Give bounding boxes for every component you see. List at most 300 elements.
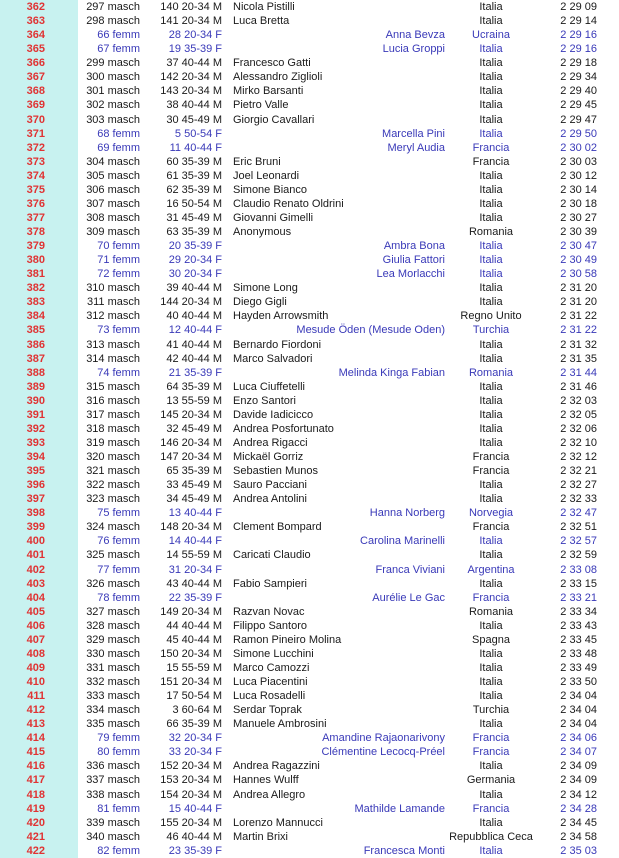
overall-position: 371 xyxy=(0,127,78,141)
age-group-rank: 23 35-39 F xyxy=(168,844,222,857)
age-group-rank: 22 35-39 F xyxy=(168,591,222,604)
country: Turchia xyxy=(472,704,510,717)
country: Italia xyxy=(479,268,503,281)
age-group-rank: 21 35-39 F xyxy=(168,366,222,379)
overall-position: 363 xyxy=(0,14,78,28)
overall-position: 420 xyxy=(0,816,78,830)
country: Ucraina xyxy=(472,29,510,42)
finish-time: 2 31 22 xyxy=(560,324,597,337)
table-row xyxy=(0,352,619,366)
athlete-name: Lucia Groppi xyxy=(382,43,445,56)
overall-position: 400 xyxy=(0,534,78,548)
gender-category-rank: 319 masch xyxy=(86,436,140,449)
country: Francia xyxy=(472,451,510,463)
overall-position: 416 xyxy=(0,759,78,773)
country: Francia xyxy=(472,732,510,745)
gender-category-rank: 82 femm xyxy=(97,844,140,857)
athlete-name: Sebastien Munos xyxy=(233,465,318,478)
country: Turchia xyxy=(472,324,510,337)
finish-time: 2 31 32 xyxy=(560,338,597,351)
table-row xyxy=(0,605,619,619)
overall-position: 409 xyxy=(0,661,78,675)
gender-category-rank: 315 masch xyxy=(86,380,140,393)
country: Francia xyxy=(472,465,510,478)
gender-category-rank: 79 femm xyxy=(97,732,140,745)
athlete-name: Serdar Toprak xyxy=(233,704,302,717)
finish-time: 2 33 50 xyxy=(560,676,597,688)
table-row xyxy=(0,759,619,773)
overall-position: 372 xyxy=(0,141,78,155)
finish-time: 2 29 34 xyxy=(560,71,597,84)
overall-position: 407 xyxy=(0,633,78,647)
country: Romania xyxy=(468,605,514,618)
finish-time: 2 32 03 xyxy=(560,394,597,407)
table-row xyxy=(0,830,619,844)
finish-time: 2 34 07 xyxy=(560,746,597,759)
finish-time: 2 32 47 xyxy=(560,507,597,520)
athlete-name: Francesco Gatti xyxy=(233,57,311,70)
table-row xyxy=(0,183,619,197)
gender-category-rank: 300 masch xyxy=(86,71,140,84)
country: Argentina xyxy=(467,563,515,576)
table-row xyxy=(0,464,619,478)
gender-category-rank: 69 femm xyxy=(97,141,140,154)
gender-category-rank: 309 masch xyxy=(86,226,140,238)
age-group-rank: 28 20-34 F xyxy=(168,29,222,42)
finish-time: 2 34 04 xyxy=(560,690,597,703)
athlete-name: Ramon Pineiro Molina xyxy=(233,633,342,646)
overall-position: 394 xyxy=(0,450,78,464)
country: Italia xyxy=(479,408,503,421)
age-group-rank: 155 20-34 M xyxy=(160,816,222,829)
age-group-rank: 11 40-44 F xyxy=(169,141,222,154)
country: Romania xyxy=(468,226,514,238)
gender-category-rank: 75 femm xyxy=(97,507,140,520)
finish-time: 2 30 03 xyxy=(560,155,597,168)
table-row xyxy=(0,84,619,98)
finish-time: 2 33 34 xyxy=(560,605,597,618)
finish-time: 2 31 20 xyxy=(560,282,597,295)
age-group-rank: 63 35-39 M xyxy=(166,226,222,238)
gender-category-rank: 67 femm xyxy=(97,43,140,56)
country: Italia xyxy=(479,619,503,632)
country: Francia xyxy=(472,521,510,534)
gender-category-rank: 321 masch xyxy=(86,465,140,478)
athlete-name: Fabio Sampieri xyxy=(233,577,307,590)
gender-category-rank: 310 masch xyxy=(86,282,140,295)
overall-position: 412 xyxy=(0,703,78,717)
overall-position: 413 xyxy=(0,717,78,731)
gender-category-rank: 306 masch xyxy=(86,183,140,196)
overall-position: 377 xyxy=(0,211,78,225)
overall-position: 391 xyxy=(0,408,78,422)
athlete-name: Hannes Wulff xyxy=(233,774,299,787)
overall-position: 375 xyxy=(0,183,78,197)
country: Italia xyxy=(479,577,503,590)
finish-time: 2 32 10 xyxy=(560,436,597,449)
finish-time: 2 33 08 xyxy=(560,563,597,576)
table-row xyxy=(0,127,619,141)
table-row xyxy=(0,802,619,816)
country: Romania xyxy=(468,366,514,379)
age-group-rank: 15 55-59 M xyxy=(166,661,222,674)
country: Italia xyxy=(479,493,503,506)
athlete-name: Marco Camozzi xyxy=(233,661,310,674)
gender-category-rank: 303 masch xyxy=(86,113,140,126)
gender-category-rank: 301 masch xyxy=(86,85,140,98)
age-group-rank: 17 50-54 M xyxy=(166,690,222,703)
gender-category-rank: 73 femm xyxy=(97,324,140,337)
athlete-name: Simone Long xyxy=(233,282,298,295)
table-row xyxy=(0,380,619,394)
finish-time: 2 33 21 xyxy=(560,591,597,604)
overall-position: 366 xyxy=(0,56,78,70)
table-row xyxy=(0,591,619,605)
overall-position: 414 xyxy=(0,731,78,745)
country: Italia xyxy=(479,535,503,548)
country: Italia xyxy=(479,254,503,267)
country: Italia xyxy=(479,296,503,309)
athlete-name: Marcella Pini xyxy=(382,127,445,140)
athlete-name: Ambra Bona xyxy=(383,240,445,253)
country: Italia xyxy=(479,816,503,829)
overall-position: 403 xyxy=(0,577,78,591)
athlete-name: Filippo Santoro xyxy=(233,619,307,632)
country: Italia xyxy=(479,690,503,703)
gender-category-rank: 66 femm xyxy=(97,29,140,42)
finish-time: 2 34 04 xyxy=(560,704,597,717)
table-row xyxy=(0,14,619,28)
age-group-rank: 143 20-34 M xyxy=(160,85,222,98)
table-row xyxy=(0,506,619,520)
age-group-rank: 42 40-44 M xyxy=(166,352,222,365)
athlete-name: Sauro Pacciani xyxy=(233,479,307,492)
age-group-rank: 37 40-44 M xyxy=(166,57,222,70)
finish-time: 2 31 22 xyxy=(560,310,597,323)
athlete-name: Marco Salvadori xyxy=(233,352,313,365)
country: Italia xyxy=(479,422,503,435)
table-row xyxy=(0,689,619,703)
athlete-name: Mesude Öden (Mesude Oden) xyxy=(296,324,445,337)
finish-time: 2 30 02 xyxy=(560,141,597,154)
gender-category-rank: 325 masch xyxy=(86,549,140,562)
gender-category-rank: 336 masch xyxy=(86,760,140,773)
overall-position: 368 xyxy=(0,84,78,98)
gender-category-rank: 340 masch xyxy=(86,830,140,843)
finish-time: 2 30 27 xyxy=(560,211,597,224)
gender-category-rank: 307 masch xyxy=(86,197,140,210)
gender-category-rank: 317 masch xyxy=(86,408,140,421)
table-row xyxy=(0,0,619,14)
gender-category-rank: 331 masch xyxy=(86,661,140,674)
table-row xyxy=(0,295,619,309)
table-row xyxy=(0,619,619,633)
age-group-rank: 33 45-49 M xyxy=(166,479,222,492)
athlete-name: Bernardo Fiordoni xyxy=(233,338,322,351)
finish-time: 2 31 46 xyxy=(560,380,597,393)
table-row xyxy=(0,788,619,802)
overall-position: 395 xyxy=(0,464,78,478)
age-group-rank: 5 50-54 F xyxy=(174,127,222,140)
gender-category-rank: 299 masch xyxy=(86,57,140,70)
country: Italia xyxy=(479,71,503,84)
finish-time: 2 32 21 xyxy=(560,465,597,478)
athlete-name: Simone Lucchini xyxy=(233,647,314,660)
athlete-name: Lorenzo Mannucci xyxy=(233,816,323,829)
country: Italia xyxy=(479,1,503,13)
country: Italia xyxy=(479,718,503,731)
gender-category-rank: 322 masch xyxy=(86,479,140,492)
age-group-rank: 31 45-49 M xyxy=(166,211,222,224)
age-group-rank: 32 45-49 M xyxy=(166,422,222,435)
table-row xyxy=(0,211,619,225)
country: Germania xyxy=(466,774,516,787)
age-group-rank: 153 20-34 M xyxy=(160,774,222,787)
country: Italia xyxy=(479,169,503,182)
overall-position: 404 xyxy=(0,591,78,605)
table-row xyxy=(0,28,619,42)
table-row xyxy=(0,42,619,56)
athlete-name: Melinda Kinga Fabian xyxy=(338,366,445,379)
athlete-name: Pietro Valle xyxy=(233,99,289,112)
athlete-name: Andrea Rigacci xyxy=(233,436,308,449)
age-group-rank: 148 20-34 M xyxy=(160,521,222,534)
finish-time: 2 33 45 xyxy=(560,633,597,646)
table-row xyxy=(0,577,619,591)
table-row xyxy=(0,450,619,464)
age-group-rank: 140 20-34 M xyxy=(160,1,222,13)
country: Italia xyxy=(479,788,503,801)
age-group-rank: 152 20-34 M xyxy=(160,760,222,773)
country: Repubblica Ceca xyxy=(449,830,533,843)
gender-category-rank: 304 masch xyxy=(86,155,140,168)
age-group-rank: 12 40-44 F xyxy=(168,324,222,337)
gender-category-rank: 328 masch xyxy=(86,619,140,632)
overall-position: 422 xyxy=(0,844,78,858)
finish-time: 2 29 09 xyxy=(560,1,597,13)
age-group-rank: 62 35-39 M xyxy=(166,183,222,196)
athlete-name: Andrea Posfortunato xyxy=(233,422,334,435)
finish-time: 2 32 33 xyxy=(560,493,597,506)
country: Italia xyxy=(479,760,503,773)
finish-time: 2 29 14 xyxy=(560,15,597,28)
athlete-name: Aurélie Le Gac xyxy=(372,591,445,604)
overall-position: 410 xyxy=(0,675,78,689)
country: Francia xyxy=(472,141,510,154)
age-group-rank: 14 55-59 M xyxy=(166,549,222,562)
gender-category-rank: 81 femm xyxy=(97,802,140,815)
overall-position: 379 xyxy=(0,239,78,253)
table-row xyxy=(0,661,619,675)
overall-position: 399 xyxy=(0,520,78,534)
athlete-name: Mirko Barsanti xyxy=(233,85,304,98)
athlete-name: Hanna Norberg xyxy=(369,507,445,520)
overall-position: 384 xyxy=(0,309,78,323)
table-row xyxy=(0,548,619,562)
finish-time: 2 33 15 xyxy=(560,577,597,590)
overall-position: 369 xyxy=(0,98,78,112)
table-row xyxy=(0,98,619,112)
overall-position: 397 xyxy=(0,492,78,506)
athlete-name: Luca Rosadelli xyxy=(233,690,306,703)
athlete-name: Franca Viviani xyxy=(375,563,445,576)
finish-time: 2 34 09 xyxy=(560,774,597,787)
finish-time: 2 34 58 xyxy=(560,830,597,843)
overall-position: 387 xyxy=(0,352,78,366)
overall-position: 373 xyxy=(0,155,78,169)
overall-position: 388 xyxy=(0,366,78,380)
table-row xyxy=(0,745,619,759)
table-row xyxy=(0,394,619,408)
overall-position: 392 xyxy=(0,422,78,436)
athlete-name: Andrea Allegro xyxy=(233,788,306,801)
table-row xyxy=(0,492,619,506)
finish-time: 2 30 47 xyxy=(560,240,597,253)
finish-time: 2 30 49 xyxy=(560,254,597,267)
athlete-name: Amandine Rajaonarivony xyxy=(322,732,445,745)
athlete-name: Nicola Pistilli xyxy=(233,1,295,13)
gender-category-rank: 333 masch xyxy=(86,690,140,703)
gender-category-rank: 78 femm xyxy=(97,591,140,604)
gender-category-rank: 297 masch xyxy=(86,1,140,13)
table-row xyxy=(0,309,619,323)
gender-category-rank: 316 masch xyxy=(86,394,140,407)
finish-time: 2 33 49 xyxy=(560,661,597,674)
gender-category-rank: 314 masch xyxy=(86,352,140,365)
overall-position: 401 xyxy=(0,548,78,562)
country: Spagna xyxy=(472,633,510,646)
age-group-rank: 144 20-34 M xyxy=(160,296,222,309)
table-row xyxy=(0,113,619,127)
finish-time: 2 33 48 xyxy=(560,647,597,660)
overall-position: 389 xyxy=(0,380,78,394)
age-group-rank: 45 40-44 M xyxy=(166,633,222,646)
table-row xyxy=(0,338,619,352)
overall-position: 402 xyxy=(0,563,78,577)
athlete-name: Mathilde Lamande xyxy=(354,802,445,815)
table-row xyxy=(0,408,619,422)
age-group-rank: 20 35-39 F xyxy=(168,240,222,253)
finish-time: 2 34 06 xyxy=(560,732,597,745)
age-group-rank: 43 40-44 M xyxy=(166,577,222,590)
country: Italia xyxy=(479,240,503,253)
finish-time: 2 32 05 xyxy=(560,408,597,421)
overall-position: 393 xyxy=(0,436,78,450)
gender-category-rank: 74 femm xyxy=(97,366,140,379)
country: Italia xyxy=(479,57,503,70)
overall-position: 386 xyxy=(0,338,78,352)
overall-position: 370 xyxy=(0,113,78,127)
country: Italia xyxy=(479,549,503,562)
finish-time: 2 32 27 xyxy=(560,479,597,492)
table-row xyxy=(0,155,619,169)
age-group-rank: 38 40-44 M xyxy=(166,99,222,112)
table-row xyxy=(0,633,619,647)
country: Italia xyxy=(479,43,503,56)
table-row xyxy=(0,323,619,337)
country: Italia xyxy=(479,127,503,140)
athlete-name: Clement Bompard xyxy=(233,521,322,534)
overall-position: 406 xyxy=(0,619,78,633)
athlete-name: Caricati Claudio xyxy=(233,549,311,562)
athlete-name: Luca Bretta xyxy=(233,15,290,28)
athlete-name: Hayden Arrowsmith xyxy=(233,310,329,323)
athlete-name: Giorgio Cavallari xyxy=(233,113,315,126)
age-group-rank: 30 20-34 F xyxy=(168,268,222,281)
country: Francia xyxy=(472,591,510,604)
finish-time: 2 32 51 xyxy=(560,521,597,534)
overall-position: 364 xyxy=(0,28,78,42)
table-row xyxy=(0,253,619,267)
overall-position: 376 xyxy=(0,197,78,211)
table-row xyxy=(0,520,619,534)
athlete-name: Claudio Renato Oldrini xyxy=(233,197,344,210)
age-group-rank: 61 35-39 M xyxy=(166,169,222,182)
age-group-rank: 40 40-44 M xyxy=(166,310,222,323)
finish-time: 2 35 03 xyxy=(560,844,597,857)
finish-time: 2 29 16 xyxy=(560,29,597,42)
country: Francia xyxy=(472,746,510,759)
gender-category-rank: 308 masch xyxy=(86,211,140,224)
country: Italia xyxy=(479,282,503,295)
finish-time: 2 29 47 xyxy=(560,113,597,126)
table-row xyxy=(0,563,619,577)
table-row xyxy=(0,816,619,830)
athlete-name: Luca Piacentini xyxy=(233,676,308,688)
overall-position: 367 xyxy=(0,70,78,84)
country: Italia xyxy=(479,394,503,407)
age-group-rank: 60 35-39 M xyxy=(166,155,222,168)
age-group-rank: 44 40-44 M xyxy=(166,619,222,632)
athlete-name: Carolina Marinelli xyxy=(360,535,445,548)
table-row xyxy=(0,169,619,183)
gender-category-rank: 329 masch xyxy=(86,633,140,646)
athlete-name: Diego Gigli xyxy=(233,296,287,309)
gender-category-rank: 332 masch xyxy=(86,676,140,688)
finish-time: 2 32 12 xyxy=(560,451,597,463)
age-group-rank: 39 40-44 M xyxy=(166,282,222,295)
finish-time: 2 32 57 xyxy=(560,535,597,548)
finish-time: 2 29 16 xyxy=(560,43,597,56)
athlete-name: Mickaël Gorriz xyxy=(233,451,304,463)
country: Italia xyxy=(479,479,503,492)
gender-category-rank: 334 masch xyxy=(86,704,140,717)
overall-position: 365 xyxy=(0,42,78,56)
table-row xyxy=(0,647,619,661)
age-group-rank: 142 20-34 M xyxy=(160,71,222,84)
overall-position: 378 xyxy=(0,225,78,239)
athlete-name: Giulia Fattori xyxy=(382,254,445,267)
gender-category-rank: 323 masch xyxy=(86,493,140,506)
gender-category-rank: 77 femm xyxy=(97,563,140,576)
finish-time: 2 32 06 xyxy=(560,422,597,435)
table-row xyxy=(0,225,619,239)
finish-time: 2 32 59 xyxy=(560,549,597,562)
finish-time: 2 34 12 xyxy=(560,788,597,801)
country: Italia xyxy=(479,352,503,365)
country: Italia xyxy=(479,676,503,688)
finish-time: 2 29 18 xyxy=(560,57,597,70)
age-group-rank: 14 40-44 F xyxy=(168,535,222,548)
country: Italia xyxy=(479,380,503,393)
gender-category-rank: 71 femm xyxy=(97,254,140,267)
age-group-rank: 13 55-59 M xyxy=(166,394,222,407)
overall-position: 418 xyxy=(0,788,78,802)
gender-category-rank: 72 femm xyxy=(97,268,140,281)
athlete-name: Martin Brixi xyxy=(233,830,289,843)
gender-category-rank: 335 masch xyxy=(86,718,140,731)
country: Italia xyxy=(479,647,503,660)
